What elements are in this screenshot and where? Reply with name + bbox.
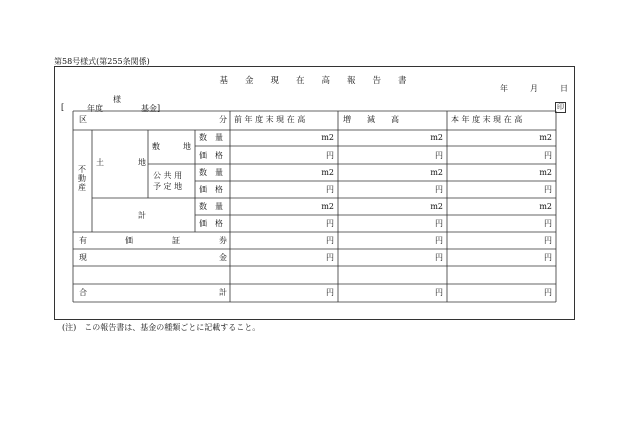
securities-char: 証 (172, 236, 180, 245)
unit-area: m2 (539, 202, 552, 211)
header-change: 増 減 高 (343, 115, 399, 124)
date-year: 年 (500, 84, 508, 93)
unit-yen: 円 (544, 288, 552, 297)
unit-yen: 円 (544, 253, 552, 262)
title-char: 報 (347, 76, 359, 86)
title-char: 告 (372, 76, 385, 86)
quantity-label: 数 量 (199, 202, 223, 211)
fund-line (61, 103, 161, 113)
cash-label-right: 金 (219, 253, 227, 262)
report-date (490, 83, 568, 94)
unit-area: m2 (430, 168, 443, 177)
securities-char: 券 (219, 236, 227, 245)
unit-yen: 円 (544, 151, 552, 160)
unit-yen: 円 (435, 236, 443, 245)
unit-yen: 円 (326, 236, 334, 245)
form-number: 第58号様式(第255条関係) (54, 57, 150, 66)
unit-yen: 円 (435, 151, 443, 160)
unit-area: m2 (430, 202, 443, 211)
shikichi-label-left: 敷 (152, 142, 160, 151)
quantity-label: 数 量 (199, 133, 223, 142)
fund-name: 基金] (141, 104, 161, 113)
fund-year: 年度 (87, 104, 103, 113)
unit-yen: 円 (326, 288, 334, 297)
unit-area: m2 (321, 202, 334, 211)
shikichi-label-right: 地 (183, 142, 191, 151)
unit-area: m2 (539, 168, 552, 177)
realestate-char: 不 (78, 165, 86, 174)
fund-bracket: [ (61, 103, 65, 112)
title-char: 基 (219, 76, 231, 86)
header-division: 分 (219, 115, 227, 124)
cash-label-left: 現 (79, 253, 87, 262)
header-current-year: 本 年 度 末 現 在 高 (451, 115, 523, 124)
header-prev-year: 前 年 度 末 現 在 高 (234, 115, 306, 124)
title-char: 在 (295, 76, 308, 86)
unit-yen: 円 (544, 185, 552, 194)
quantity-label: 数 量 (199, 168, 223, 177)
unit-yen: 円 (544, 236, 552, 245)
land-label-left: 土 (96, 158, 104, 167)
title-char: 高 (321, 76, 334, 86)
unit-yen: 円 (435, 253, 443, 262)
title-char: 金 (244, 76, 257, 86)
unit-area: m2 (539, 133, 552, 142)
koukyo-label-line1: 公 共 用 (153, 171, 183, 180)
unit-yen: 円 (435, 219, 443, 228)
grand-total-right: 計 (219, 288, 227, 297)
date-day: 日 (560, 84, 568, 93)
unit-yen: 円 (326, 151, 334, 160)
unit-area: m2 (321, 168, 334, 177)
realestate-char: 動 (78, 174, 86, 183)
unit-area: m2 (430, 133, 443, 142)
footnote: (注) この報告書は、基金の種類ごとに記載すること。 (62, 323, 261, 332)
date-month: 月 (530, 84, 538, 93)
koukyo-label-line2: 予 定 地 (153, 182, 183, 191)
unit-yen: 円 (544, 219, 552, 228)
header-category: 区 (79, 115, 87, 124)
price-label: 価 格 (199, 151, 223, 160)
unit-yen: 円 (326, 253, 334, 262)
securities-char: 有 (79, 236, 87, 245)
unit-yen: 円 (435, 288, 443, 297)
realestate-char: 産 (78, 183, 86, 192)
title-char: 現 (270, 76, 282, 86)
unit-yen: 円 (435, 185, 443, 194)
grand-total-left: 合 (79, 288, 87, 297)
unit-area: m2 (321, 133, 334, 142)
land-label-right: 地 (138, 158, 146, 167)
total-label: 計 (138, 211, 146, 220)
seal-stamp: 印 (557, 103, 564, 111)
unit-yen: 円 (326, 219, 334, 228)
addressee: 様 (113, 95, 121, 104)
securities-char: 価 (125, 236, 133, 245)
price-label: 価 格 (199, 219, 223, 228)
price-label: 価 格 (199, 185, 223, 194)
title-char: 書 (398, 76, 410, 86)
realestate-label (78, 165, 86, 192)
unit-yen: 円 (326, 185, 334, 194)
